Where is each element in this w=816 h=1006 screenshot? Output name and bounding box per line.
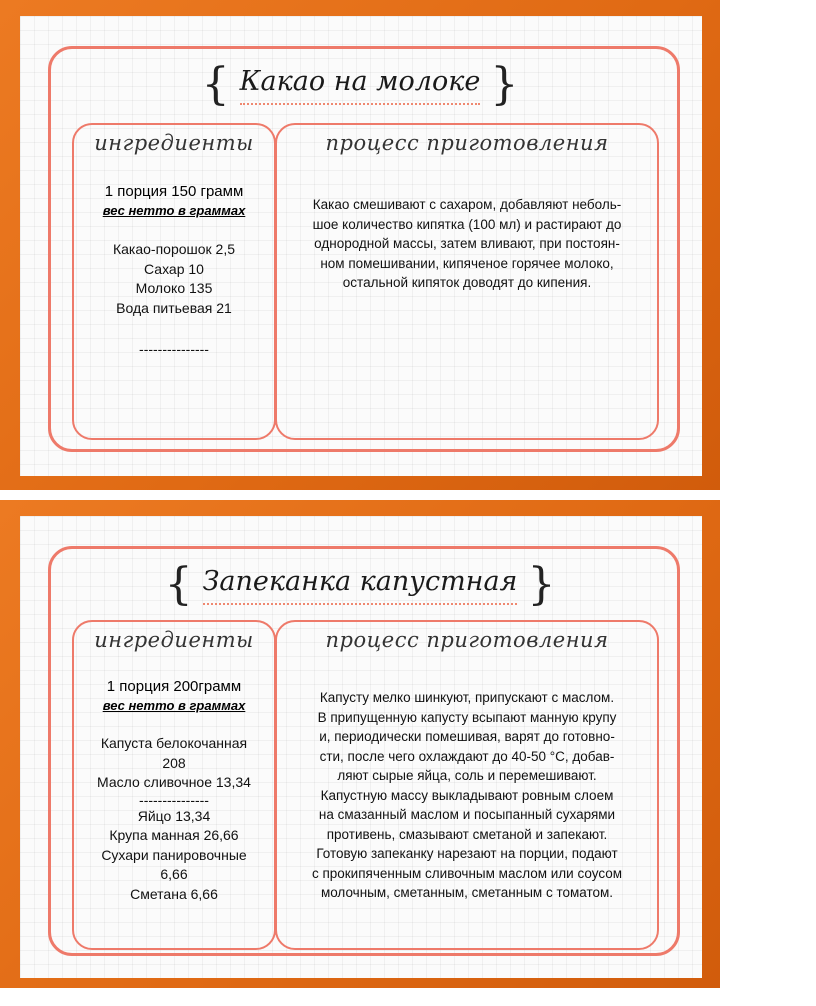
recipe-title: Какао на молоке: [240, 66, 481, 105]
process-line: остальной кипяток доводят до кипения.: [342, 275, 592, 290]
right-brace-icon: }: [527, 559, 556, 610]
process-line: ляют сырые яйца, соль и перемешивают.: [337, 768, 597, 783]
process-line: Готовую запеканку нарезают на порции, подают: [316, 846, 618, 861]
process-text: [283, 195, 651, 293]
ingredients-heading: ингредиенты: [94, 628, 254, 652]
ingredients-list: [74, 240, 274, 359]
ingredient-item: Капуста белокочанная: [100, 735, 248, 751]
portion-size: 1 порция 150 грамм: [104, 183, 244, 200]
ingredient-item: Сметана 6,66: [130, 885, 218, 902]
recipe-sheet: [20, 516, 702, 978]
ingredient-item: 6,66: [160, 866, 188, 882]
process-line: однородной массы, затем вливают, при постоян-: [314, 236, 620, 251]
portion-size: 1 порция 200грамм: [106, 678, 242, 695]
ingredient-item: Молоко 135: [135, 280, 213, 296]
process-line: с прокипяченным сливочным маслом или соусом: [311, 865, 623, 881]
recipe-title: Запеканка капустная: [203, 566, 518, 605]
process-line: и, периодически помешивая, варят до готовно-: [319, 729, 615, 744]
ingredient-item: Вода питьевая 21: [116, 299, 232, 316]
ingredient-item: Какао-порошок 2,5: [112, 241, 236, 257]
process-line: сти, после чего охлаждают до 40-50 °С, добав-: [319, 748, 615, 764]
process-line: Капустную массу выкладывают ровным слоем: [320, 787, 614, 803]
ingredient-item: Яйцо 13,34: [137, 807, 211, 824]
recipe-card-cocoa: [0, 0, 720, 490]
ingredients-list: [74, 734, 274, 904]
ingredient-divider: ---------------: [139, 340, 209, 357]
process-panel: [275, 620, 659, 950]
ingredients-panel: [72, 620, 276, 950]
netto-note: вес нетто в граммах: [102, 203, 246, 218]
ingredient-item: Сахар 10: [144, 260, 204, 277]
ingredients-heading: ингредиенты: [94, 131, 254, 155]
ingredient-item: Сухари панировочные: [101, 846, 247, 863]
recipe-sheet: [20, 16, 702, 476]
ingredient-divider: ---------------: [139, 791, 209, 808]
ingredient-item: Крупа манная 26,66: [109, 827, 239, 843]
ingredient-item: [74, 318, 274, 338]
process-heading: процесс приготовления: [325, 628, 609, 652]
process-line: Какао смешивают с сахаром, добавляют неболь-: [312, 197, 622, 212]
process-line: Капусту мелко шинкуют, припускают с маслом.: [319, 690, 615, 705]
ingredient-item: Масло сливочное 13,34: [97, 774, 251, 790]
title-row: [180, 60, 540, 110]
process-line: В припущенную капусту всыпают манную крупу: [317, 709, 617, 725]
process-line: противень, смазывают сметаной и запекают.: [326, 826, 608, 842]
process-text: [283, 688, 651, 903]
netto-note: вес нетто в граммах: [102, 698, 246, 713]
process-panel: [275, 123, 659, 440]
process-line: на смазанный маслом и посыпанный сухарями: [318, 807, 616, 822]
title-row: [164, 559, 556, 610]
left-brace-icon: {: [201, 59, 230, 110]
process-heading: процесс приготовления: [325, 131, 609, 155]
ingredients-panel: [72, 123, 276, 440]
process-line: шое количество кипятка (100 мл) и растирают до: [312, 216, 622, 232]
process-line: молочным, сметанным, сметанным с томатом.: [320, 885, 614, 900]
recipe-card-cabbage-casserole: [0, 500, 720, 988]
left-brace-icon: {: [164, 559, 193, 610]
right-brace-icon: }: [490, 59, 519, 110]
ingredient-item: 208: [162, 754, 186, 771]
process-line: ном помешивании, кипяченое горячее молоко,: [320, 255, 614, 271]
